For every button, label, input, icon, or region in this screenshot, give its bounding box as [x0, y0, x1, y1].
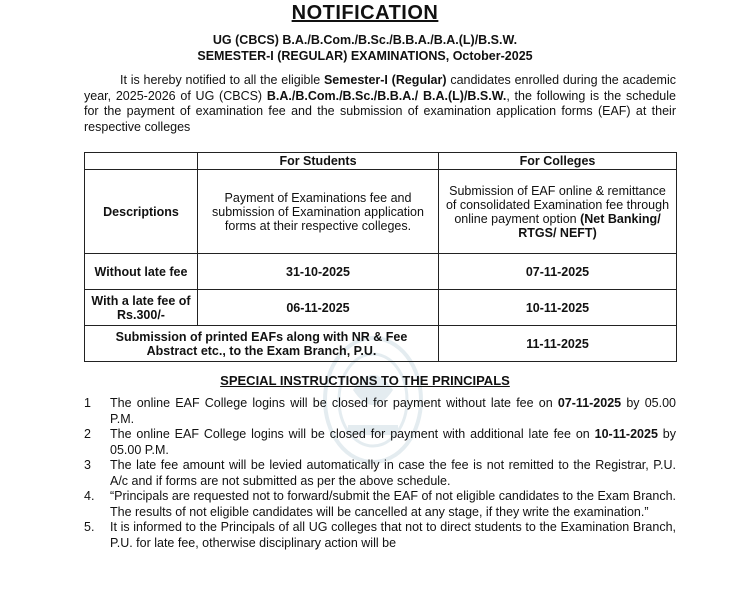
row2-students-date: 06-11-2025	[198, 290, 439, 326]
row2-label: With a late fee of Rs.300/-	[85, 290, 198, 326]
descriptions-label: Descriptions	[85, 170, 198, 254]
schedule-table	[84, 152, 677, 362]
list-item: 4. “Principals are requested not to forward/submit the EAF of not eligible candidates to the Exam Branch. The results of not eligible candidates will be cancelled at any stage, if they write the examination.”	[84, 489, 676, 519]
special-instructions-title: SPECIAL INSTRUCTIONS TO THE PRINCIPALS	[220, 373, 510, 388]
list-item: 2 The online EAF College logins will be closed for payment with additional late fee on 10-11-2025 by 05.00 P.M.	[84, 427, 676, 457]
desc-colleges-text: Submission of EAF online & remittance of consolidated Examination fee through online payment option	[445, 183, 670, 226]
course-line: UG (CBCS) B.A./B.Com./B.Sc./B.B.A./B.A.(L)/B.S.W.	[212, 33, 518, 47]
row1-label: Without late fee	[85, 254, 198, 290]
desc-colleges-bold: (Net Banking/ RTGS/ NEFT)	[518, 211, 661, 240]
instructions-list	[84, 396, 676, 551]
list-item: 3 The late fee amount will be levied automatically in case the fee is not remitted to the Registrar, P.U. A/c and if forms are not submitted as per the above schedule.	[84, 458, 676, 488]
row1-students-date: 31-10-2025	[198, 254, 439, 290]
col-header-colleges: For Colleges	[439, 153, 677, 170]
intro-bold-semester: Semester-I (Regular)	[323, 73, 447, 87]
row3-colleges-date: 11-11-2025	[439, 326, 677, 362]
intro-bold-courses: B.A./B.Com./B.Sc./B.B.A./ B.A.(L)/B.S.W.	[266, 88, 507, 103]
intro-paragraph	[84, 73, 676, 135]
col-header-students: For Students	[198, 153, 439, 170]
intro-text-3: , the following is the schedule for the payment of examination fee and the submission of examination application forms (EAF) at their respective colleges	[84, 88, 676, 134]
row1-colleges-date: 07-11-2025	[439, 254, 677, 290]
list-item: 5. It is informed to the Principals of all UG colleges that not to direct students to the Examination Branch, P.U. for late fee, otherwise disciplinary action will be	[84, 520, 676, 550]
table-corner-cell	[85, 153, 198, 170]
row2-colleges-date: 10-11-2025	[439, 290, 677, 326]
desc-colleges	[439, 170, 677, 254]
list-item: 1 The online EAF College logins will be closed for payment without late fee on 07-11-2025 by 05.00 P.M.	[84, 396, 676, 426]
row3-label: Submission of printed EAFs along with NR & Fee Abstract etc., to the Exam Branch, P.U.	[85, 326, 439, 362]
intro-text-1: It is hereby notified to all the eligible	[120, 73, 324, 87]
intro-text-2: candidates enrolled during the academic year, 2025-2026 of UG (CBCS)	[84, 73, 676, 103]
desc-students: Payment of Examinations fee and submission of Examination application forms at their respective colleges.	[198, 170, 439, 254]
page-title: NOTIFICATION	[291, 2, 439, 24]
exam-line: SEMESTER-I (REGULAR) EXAMINATIONS, October-2025	[197, 49, 533, 63]
